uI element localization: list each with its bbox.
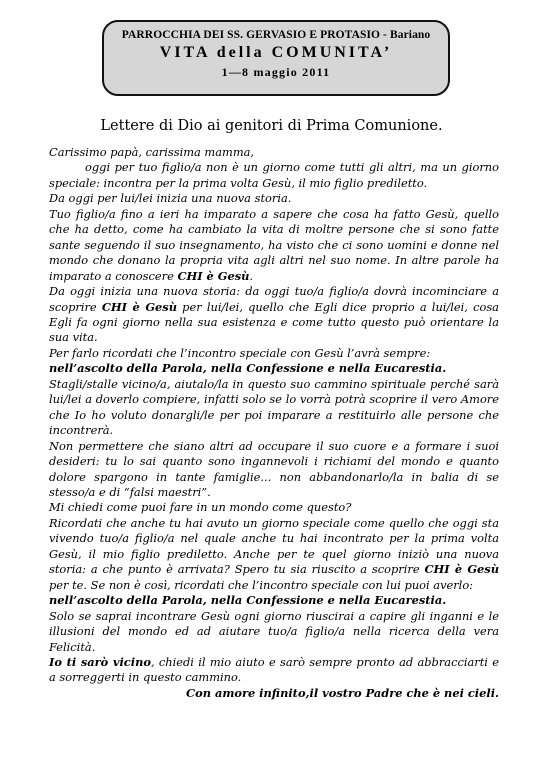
paragraph-9-emphasis: CHI è Gesù — [424, 562, 499, 577]
paragraph-9-text-b: per te. Se non è così, ricordati che l’incontro speciale con lui puoi averlo: — [49, 577, 474, 592]
paragraph-6: Stagli/stalle vicino/a, aiutalo/la in questo suo cammino spirituale perché sarà lui/lei a doverlo compiere, infatti solo se lo vorrà potrà scoprire il vero Amore che Io ho voluto donargli/le per poi imparare a restituirlo alle persone che incontrerà. — [49, 376, 499, 438]
paragraph-7: Non permettere che siano altri ad occupare il suo cuore e a formare i suoi desideri: tu lo sai quanto sono ingannevoli i richiami del mondo e quanto dolore spargono in tante famiglie... non abbandonarlo/la in balia di se stesso/a e di “falsi maestri”. — [49, 438, 499, 499]
paragraph-8: Mi chiedi come puoi fare in un mondo come questo? — [49, 500, 352, 515]
paragraph-11-text: , chiedi il mio aiuto e sarò sempre pronto ad abbracciarti e a sorreggerti in questo cammino. — [49, 654, 499, 685]
paragraph-4-text-b: per lui/lei, quello che Egli dice proprio a lui/lei, cosa Egli fa ogni giorno nella sua esistenza e come tutto questo può orientare la sua vita. — [49, 299, 499, 345]
paragraph-5: Per farlo ricordati che l’incontro speciale con Gesù l’avrà sempre: — [49, 345, 431, 360]
paragraph-3-end: . — [249, 268, 254, 283]
paragraph-11-emphasis: Io ti sarò vicino — [49, 654, 151, 669]
bulletin-title: VITA della COMUNITA’ — [159, 44, 393, 61]
paragraph-4 — [49, 284, 499, 346]
paragraph-11 — [49, 655, 499, 686]
closing-signature: Con amore infinito,il vostro Padre che è nei cieli. — [186, 685, 499, 700]
parish-name: PARROCCHIA DEI SS. GERVASIO E PROTASIO - Bariano — [121, 29, 431, 41]
paragraph-9-text-a: Ricordati che anche tu hai avuto un giorno speciale come quello che oggi sta vivendo tuo/a figlio/a nel quale anche tu hai incontrato per la prima volta Gesù, il mio figlio prediletto. Anche per te quel giorno iniziò una nuova storia: a che punto è arrivata? Spero tu sia riuscito a scoprire — [49, 515, 499, 577]
salutation: Carissimo papà, carissima mamma, — [49, 145, 255, 159]
bulletin-header — [102, 20, 450, 96]
paragraph-10: Solo se saprai incontrare Gesù ogni giorno riuscirai a capire gli inganni e le illusioni del mondo ed ad aiutare tuo/a figlio/a nella ricerca della vera Felicità. — [49, 608, 499, 654]
paragraph-4-emphasis: CHI è Gesù — [101, 299, 177, 314]
paragraph-3-text: Tuo figlio/a fino a ieri ha imparato a sapere che cosa ha fatto Gesù, quello che ha detto, come ha cambiato la vita di moltre persone che si sono fatte sante seguendo il suo insegnamento, ha visto che ci sono uomini e donne nel mondo che donano la propria vita agli altri nel suo nome. In altre parole ha imparato a conoscere — [49, 206, 499, 283]
article-title: Lettere di Dio ai genitori di Prima Comunione. — [100, 118, 443, 134]
paragraph-5-emphasis: nell’ascolto della Parola, nella Confessione e nella Eucarestia. — [49, 361, 447, 376]
paragraph-9-emphasis-line: nell’ascolto della Parola, nella Confessione e nella Eucarestia. — [49, 593, 447, 608]
paragraph-3 — [49, 207, 499, 284]
paragraph-2: Da oggi per lui/lei inizia una nuova storia. — [49, 191, 292, 206]
paragraph-1: oggi per tuo figlio/a non è un giorno come tutti gli altri, ma un giorno speciale: incontra per la prima volta Gesù, il mio figlio prediletto. — [49, 160, 499, 190]
paragraph-4-text-a: Da oggi inizia una nuova storia: da oggi tuo/a figlio/a dovrà incominciare a scoprire — [49, 284, 499, 314]
paragraph-3-emphasis: CHI è Gesù — [177, 268, 250, 283]
bulletin-dates: 1—8 maggio 2011 — [221, 65, 331, 79]
letter-body — [49, 145, 499, 701]
paragraph-9 — [49, 516, 499, 593]
